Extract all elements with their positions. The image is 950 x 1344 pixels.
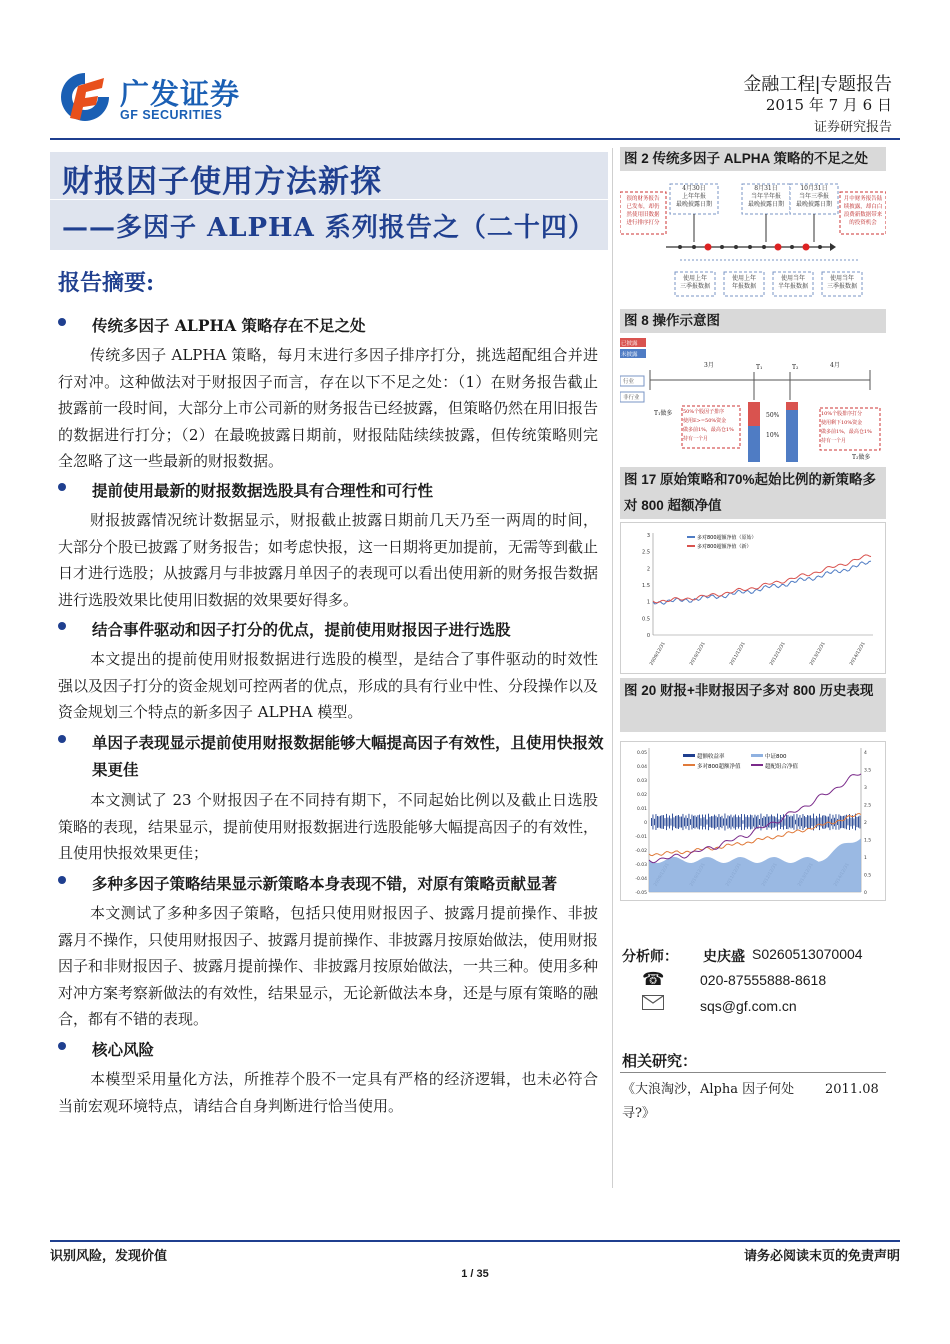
fig2-box-top-1: 4月30日 上年年报 最晚披露日期 — [675, 185, 712, 208]
fig20-excess-bar — [785, 818, 786, 825]
fig20-excess-bar — [728, 815, 729, 828]
fig20-series-csi800 — [649, 838, 861, 892]
page-title: 财报因子使用方法新探 — [62, 164, 382, 200]
fig20-legend-swatch-portfolio — [751, 764, 763, 766]
fig20-excess-bar — [713, 816, 714, 828]
fig20-excess-bar — [770, 816, 771, 827]
fig20-excess-bar — [692, 815, 693, 830]
fig20-excess-bar — [660, 816, 661, 829]
fig20-excess-bar — [654, 819, 655, 825]
fig20-excess-bar — [801, 818, 802, 826]
fig20-excess-bar — [834, 818, 835, 826]
fig8-label-t2: T₂ — [792, 364, 799, 371]
fig20-y-left-tick: -0.01 — [635, 835, 647, 840]
abstract-paragraph-3: 本文提出的提前使用财报数据进行选股的模型，是结合了事件驱动的时效性强以及因子打分的资金规划可控两者的优点，形成的具有行业中性、分段操作以及资金规划三个特点的新多因子 ALPHA 模型。 — [58, 650, 599, 721]
fig20-excess-bar — [804, 816, 805, 828]
fig8-t2-long: T₂做多 — [852, 454, 871, 461]
fig20-excess-bar — [687, 818, 688, 826]
fig20-excess-bar — [750, 815, 751, 830]
fig8-label-month3: 3月 — [704, 362, 714, 369]
bullet-dot-icon — [58, 483, 66, 491]
fig20-excess-bar — [735, 814, 736, 829]
fig20-excess-bar — [755, 815, 756, 830]
fig2-box-right: 月中财务报告陆 续披露，却白白 浪费新数据带来 的投资机会 — [843, 196, 883, 226]
fig20-excess-bar — [698, 815, 699, 829]
fig20-excess-bar — [858, 816, 859, 827]
fig17-legend-swatch-new — [687, 545, 695, 547]
fig17-x-tick: 2013/12/31 — [809, 641, 827, 667]
fig20-excess-bar — [732, 817, 733, 826]
report-date: 2015 年 7 月 6 日 — [765, 96, 892, 114]
fig2-box-top-2: 8月31日 当年半年报 最晚披露日期 — [747, 185, 784, 208]
fig20-excess-bar — [792, 816, 793, 828]
fig20-y-right-tick: 2.5 — [864, 803, 872, 809]
fig20-excess-bar — [734, 816, 735, 829]
fig20-excess-bar — [695, 815, 696, 828]
fig20-excess-bar — [860, 816, 861, 829]
fig20-excess-bar — [689, 814, 690, 830]
email-icon — [642, 995, 664, 1010]
fig20-excess-bar — [795, 820, 796, 825]
fig20-excess-bar — [803, 814, 804, 830]
fig20-excess-bar — [738, 815, 739, 828]
figure-2-diagram — [620, 176, 886, 304]
fig20-excess-bar — [708, 814, 709, 831]
bullet-text: 结合事件驱动和因子打分的优点，提前使用财报因子进行选股 — [92, 620, 511, 639]
fig8-label-t1: T₁ — [756, 364, 763, 371]
figure-17-caption: 图 17 原始策略和70%起始比例的新策略多对 800 超额净值 — [620, 467, 886, 519]
fig20-legend-csi800: 中证800 — [765, 754, 787, 760]
bullet-dot-icon — [58, 1042, 66, 1050]
fig20-excess-bar — [741, 814, 742, 830]
fig8-legend-undisclosed: 未披露 — [621, 352, 638, 358]
fig20-excess-bar — [659, 816, 660, 827]
page-number: 1 / 35 — [461, 1268, 489, 1280]
abstract-paragraph-1: 传统多因子 ALPHA 策略，每月末进行多因子排序打分，挑选超配组合并进行对冲。这种做法对于财报因子而言，存在以下不足之处：（1）在财务报告截止披露前一段时间，大部分上市公司新的财务报告已经披露，但策略仍然在用旧报告的数据进行打分；（2）在最晚披露日期前，财报陆陆续续披露，但传统策略则完全忽略了这一些最新的财报数据。 — [58, 346, 599, 470]
fig20-excess-bar — [765, 817, 766, 827]
related-item-date: 2011.08 — [825, 1082, 879, 1097]
fig20-y-right-tick: 3 — [864, 786, 867, 791]
fig20-excess-bar — [693, 816, 694, 828]
fig20-excess-bar — [701, 818, 702, 826]
fig20-excess-bar — [674, 817, 675, 826]
fig17-y-tick: 1.5 — [642, 583, 650, 589]
phone-icon: ☎ — [642, 969, 665, 990]
bullet-dot-icon — [58, 735, 66, 743]
fig20-excess-bar — [720, 817, 721, 827]
fig20-excess-bar — [686, 815, 687, 828]
fig17-y-tick: 1 — [646, 599, 650, 606]
fig17-x-tick: 2009/12/31 — [649, 641, 667, 667]
fig20-y-left-tick: 0.05 — [636, 751, 647, 756]
fig20-excess-bar — [651, 818, 652, 826]
analyst-cert: S0260513070004 — [752, 946, 863, 962]
footer-divider — [50, 1240, 900, 1242]
fig20-excess-bar — [696, 817, 697, 828]
fig20-excess-bar — [833, 815, 834, 829]
fig20-excess-bar — [798, 818, 799, 827]
fig20-excess-bar — [737, 817, 738, 827]
abstract-paragraph-6: 本模型采用量化方法，所推荐个股不一定具有严格的经济逻辑，也未必符合当前宏观环境特点，请结合自身判断进行恰当使用。 — [58, 1070, 598, 1115]
related-divider — [620, 1072, 886, 1073]
bullet-dot-icon — [58, 622, 66, 630]
logo-cn-text: 广发证券 — [120, 79, 241, 111]
fig20-excess-bar — [837, 819, 838, 825]
logo-en-text: GF SECURITIES — [120, 108, 223, 122]
page-subtitle: ——多因子 ALPHA 系列报告之（二十四） — [62, 213, 595, 243]
figure-20-caption: 图 20 财报+非财报因子多对 800 历史表现 — [620, 678, 886, 732]
fig17-legend-swatch-original — [687, 536, 695, 538]
fig20-y-left-tick: 0.03 — [636, 779, 647, 784]
fig17-x-tick: 2014/12/31 — [849, 641, 867, 667]
fig17-x-tick: 2010/12/31 — [689, 641, 707, 667]
fig20-excess-bar — [800, 815, 801, 829]
fig17-x-tick: 2012/12/31 — [769, 641, 787, 667]
report-category: 金融工程|专题报告 — [743, 74, 892, 94]
fig20-excess-bar — [819, 814, 820, 830]
fig20-excess-bar — [848, 819, 849, 826]
fig2-box-bottom-1: 使用上年 三季报数据 — [679, 275, 710, 290]
bullet-text: 提前使用最新的财报数据选股具有合理性和可行性 — [92, 481, 434, 500]
fig20-excess-bar — [749, 817, 750, 827]
figure-8-caption: 图 8 操作示意图 — [620, 309, 886, 333]
fig20-excess-bar — [776, 817, 777, 826]
fig20-y-left-tick: 0.01 — [636, 807, 647, 812]
fig20-y-right-tick: 3.5 — [864, 768, 872, 774]
fig20-legend-portfolio: 超配组合净值 — [765, 764, 799, 770]
abstract-heading: 报告摘要: — [58, 270, 155, 296]
fig20-excess-bar — [851, 818, 852, 827]
fig20-excess-bar — [677, 816, 678, 829]
fig8-note-1: 50%个股因子排序 使用E>=50%资金 做多前1%，最高仓1% 持有一个月 — [683, 409, 734, 442]
fig20-excess-bar — [822, 816, 823, 829]
related-item-title[interactable]: 《大浪淘沙，Alpha 因子何处寻?》 — [622, 1082, 795, 1121]
fig20-excess-bar — [680, 817, 681, 828]
analyst-label: 分析师： — [622, 949, 678, 965]
fig20-excess-bar — [681, 817, 682, 828]
report-type: 证券研究报告 — [813, 119, 892, 134]
fig20-excess-bar — [714, 815, 715, 830]
fig17-x-tick: 2011/12/31 — [729, 641, 747, 667]
fig20-y-left-tick: -0.03 — [635, 863, 647, 868]
fig20-excess-bar — [719, 814, 720, 830]
fig20-excess-bar — [764, 816, 765, 828]
abstract-paragraph-2: 财报披露情况统计数据显示，财报截止披露日期前几天乃至一两周的时间，大部分个股已披露了财务报告；如考虑快报，这一日期将更加提前，无需等到截止日才进行选股；从披露月与非披露月单因子的表现可以看出使用新的财务报告数据进行选股效果比使用旧数据的效果要好得多。 — [58, 511, 599, 609]
fig20-excess-bar — [753, 818, 754, 827]
fig20-excess-bar — [675, 816, 676, 828]
fig20-excess-bar — [810, 815, 811, 828]
bullet-text: 传统多因子 ALPHA 策略存在不足之处 — [92, 316, 366, 335]
gf-logo-icon — [58, 70, 112, 124]
fig20-y-left-tick: 0.02 — [636, 793, 647, 798]
fig20-excess-bar — [731, 815, 732, 830]
fig20-excess-bar — [672, 814, 673, 831]
fig20-excess-bar — [752, 815, 753, 829]
fig20-excess-bar — [683, 814, 684, 830]
fig20-excess-bar — [678, 815, 679, 829]
header-divider — [50, 138, 900, 140]
fig20-excess-bar — [843, 816, 844, 828]
fig20-excess-bar — [725, 814, 726, 831]
bullet-dot-icon — [58, 876, 66, 884]
fig8-tag-industry: 行业 — [623, 379, 635, 385]
fig20-excess-bar — [782, 817, 783, 827]
fig2-box-left: 很的财务报告 已发布，却仍 然使用旧数据 进行排序打分 — [626, 196, 660, 226]
fig20-excess-bar — [656, 814, 657, 830]
fig20-excess-bar — [791, 816, 792, 829]
fig20-excess-bar — [857, 817, 858, 827]
fig20-excess-bar — [699, 815, 700, 830]
fig20-excess-bar — [711, 816, 712, 828]
fig20-excess-bar — [855, 814, 856, 831]
fig20-excess-bar — [722, 816, 723, 828]
fig20-excess-bar — [747, 815, 748, 829]
bullet-dot-icon — [58, 318, 66, 326]
fig20-y-left-tick: -0.05 — [635, 891, 647, 896]
fig20-excess-bar — [824, 815, 825, 829]
fig20-excess-bar — [759, 819, 760, 825]
fig20-excess-bar — [653, 815, 654, 830]
fig20-excess-bar — [786, 815, 787, 829]
fig17-y-tick: 0.5 — [642, 616, 650, 623]
fig20-excess-bar — [746, 817, 747, 828]
fig20-excess-bar — [756, 816, 757, 827]
fig20-excess-bar — [666, 814, 667, 830]
fig8-pct-1: 50% — [766, 412, 780, 419]
fig20-excess-bar — [839, 814, 840, 829]
column-divider — [612, 148, 613, 1188]
fig20-excess-bar — [716, 816, 717, 828]
fig8-tag-nonindustry: 非行业 — [623, 395, 640, 401]
fig20-excess-bar — [710, 817, 711, 827]
footer-slogan: 识别风险，发现价值 — [50, 1248, 168, 1263]
fig20-legend-excess: 超额收益率 — [697, 754, 725, 760]
fig8-label-month4: 4月 — [830, 362, 840, 369]
fig20-y-left-tick: -0.04 — [635, 877, 647, 882]
fig20-excess-bar — [668, 818, 669, 827]
fig2-box-bottom-2: 使用上年 年报数据 — [731, 275, 756, 290]
fig20-excess-bar — [690, 819, 691, 825]
fig20-excess-bar — [840, 816, 841, 829]
fig20-excess-bar — [705, 815, 706, 830]
fig20-excess-bar — [797, 814, 798, 830]
fig20-excess-bar — [740, 817, 741, 827]
analyst-name: 史庆盛 — [703, 949, 745, 965]
fig20-y-right-tick: 1 — [864, 856, 867, 861]
related-heading: 相关研究： — [622, 1052, 698, 1070]
fig17-y-tick: 2 — [646, 566, 650, 573]
fig20-excess-bar — [842, 816, 843, 828]
figure-8-diagram — [620, 336, 886, 466]
fig17-y-tick: 3 — [646, 533, 650, 539]
fig20-excess-bar — [767, 814, 768, 830]
fig17-legend-new: 多对800超额净值（新） — [697, 544, 752, 550]
fig20-excess-bar — [789, 817, 790, 828]
abstract-paragraph-5: 本文测试了多种多因子策略，包括只使用财报因子、披露月提前操作、非披露月不操作，只使用财报因子、披露月提前操作、非披露月按原始做法，使用财报因子和非财报因子、披露月提前操作、非披露月按原始做法，一共三种。使用多种对冲方案考察新做法的有效性，结果显示，无论新做法本身，还是与原有策略的融合，都有不错的表现。 — [58, 904, 599, 1028]
figure-20-chart — [620, 741, 886, 901]
fig20-excess-bar — [815, 818, 816, 825]
fig2-box-bottom-4: 使用当年 三季报数据 — [826, 275, 857, 290]
fig20-excess-bar — [762, 818, 763, 826]
fig20-y-right-tick: 0 — [864, 891, 867, 896]
fig20-excess-bar — [831, 819, 832, 826]
fig20-excess-bar — [704, 817, 705, 827]
fig20-excess-bar — [768, 817, 769, 828]
bullet-text: 核心风险 — [92, 1040, 155, 1059]
fig8-legend-disclosed: 已披露 — [621, 341, 638, 347]
fig20-excess-bar — [665, 818, 666, 826]
fig20-excess-bar — [707, 819, 708, 824]
fig20-excess-bar — [669, 816, 670, 829]
fig20-excess-bar — [812, 818, 813, 826]
bullet-text: 多种多因子策略结果显示新策略本身表现不错，对原有策略贡献显著 — [92, 874, 558, 893]
fig17-series-original — [653, 561, 871, 604]
fig20-y-left-tick: 0.04 — [636, 765, 647, 770]
fig20-excess-bar — [657, 816, 658, 828]
fig8-note-2: 10%个股排序打分 使用剩下10%资金 做多前1%，最高仓1% 持有一个月 — [821, 411, 872, 444]
fig20-excess-bar — [852, 815, 853, 829]
fig20-excess-bar — [723, 818, 724, 825]
fig20-excess-bar — [830, 814, 831, 830]
fig20-legend-swatch-hedge — [683, 764, 695, 766]
fig20-excess-bar — [743, 820, 744, 824]
fig20-excess-bar — [777, 814, 778, 831]
fig2-box-bottom-3: 使用当年 半年报数据 — [777, 275, 808, 290]
fig20-y-right-tick: 2 — [864, 821, 867, 826]
fig20-excess-bar — [854, 819, 855, 826]
fig20-excess-bar — [663, 815, 664, 829]
fig2-box-top-3: 10月31日 当年三季报 最晚披露日期 — [795, 185, 832, 208]
fig20-y-right-tick: 4 — [864, 751, 867, 756]
fig20-excess-bar — [717, 817, 718, 827]
fig17-y-tick: 2.5 — [642, 549, 650, 556]
fig20-excess-bar — [702, 815, 703, 830]
fig20-excess-bar — [726, 818, 727, 825]
figure-2-caption: 图 2 传统多因子 ALPHA 策略的不足之处 — [620, 147, 886, 171]
fig20-y-left-tick: -0.02 — [635, 849, 647, 854]
fig8-pct-2: 10% — [766, 432, 780, 439]
fig20-excess-bar — [825, 816, 826, 829]
fig20-y-right-tick: 1.5 — [864, 838, 872, 844]
fig20-y-left-tick: 0 — [644, 821, 647, 826]
fig20-excess-bar — [671, 818, 672, 825]
fig20-excess-bar — [849, 814, 850, 830]
fig20-excess-bar — [809, 816, 810, 829]
fig8-t1-long: T₁做多 — [654, 410, 673, 417]
fig20-excess-bar — [845, 815, 846, 828]
fig20-excess-bar — [807, 815, 808, 829]
figure-17-chart — [620, 522, 886, 674]
abstract-paragraph-4: 本文测试了 23 个财报因子在不同持有期下，不同起始比例以及截止日选股策略的表现，结果显示，提前使用财报数据进行选股能够大幅提高因子的有效性，且使用快报效果更佳； — [58, 791, 599, 862]
fig20-legend-hedge: 多对800超额净值 — [697, 764, 741, 770]
analyst-phone: 020-87555888-8618 — [700, 972, 827, 988]
fig20-y-right-tick: 0.5 — [864, 873, 872, 879]
analyst-email[interactable]: sqs@gf.com.cn — [700, 998, 797, 1014]
fig20-legend-swatch-excess — [683, 754, 695, 757]
logo — [58, 70, 258, 126]
fig20-excess-bar — [788, 815, 789, 829]
fig20-excess-bar — [806, 817, 807, 827]
footer-disclaimer[interactable]: 请务必阅读末页的免责声明 — [743, 1248, 900, 1263]
fig20-excess-bar — [729, 816, 730, 828]
fig20-legend-swatch-csi800 — [751, 754, 763, 757]
fig20-excess-bar — [662, 815, 663, 829]
fig20-excess-bar — [684, 818, 685, 827]
fig17-y-tick: 0 — [646, 633, 650, 639]
bullet-text: 单因子表现显示提前使用财报数据能够大幅提高因子有效性，且使用快报效果更佳 — [92, 733, 604, 779]
fig17-legend-original: 多对800超额净值（原始） — [697, 535, 757, 541]
fig20-excess-bar — [794, 814, 795, 830]
fig17-series-new — [653, 555, 871, 603]
fig20-excess-bar — [744, 814, 745, 830]
